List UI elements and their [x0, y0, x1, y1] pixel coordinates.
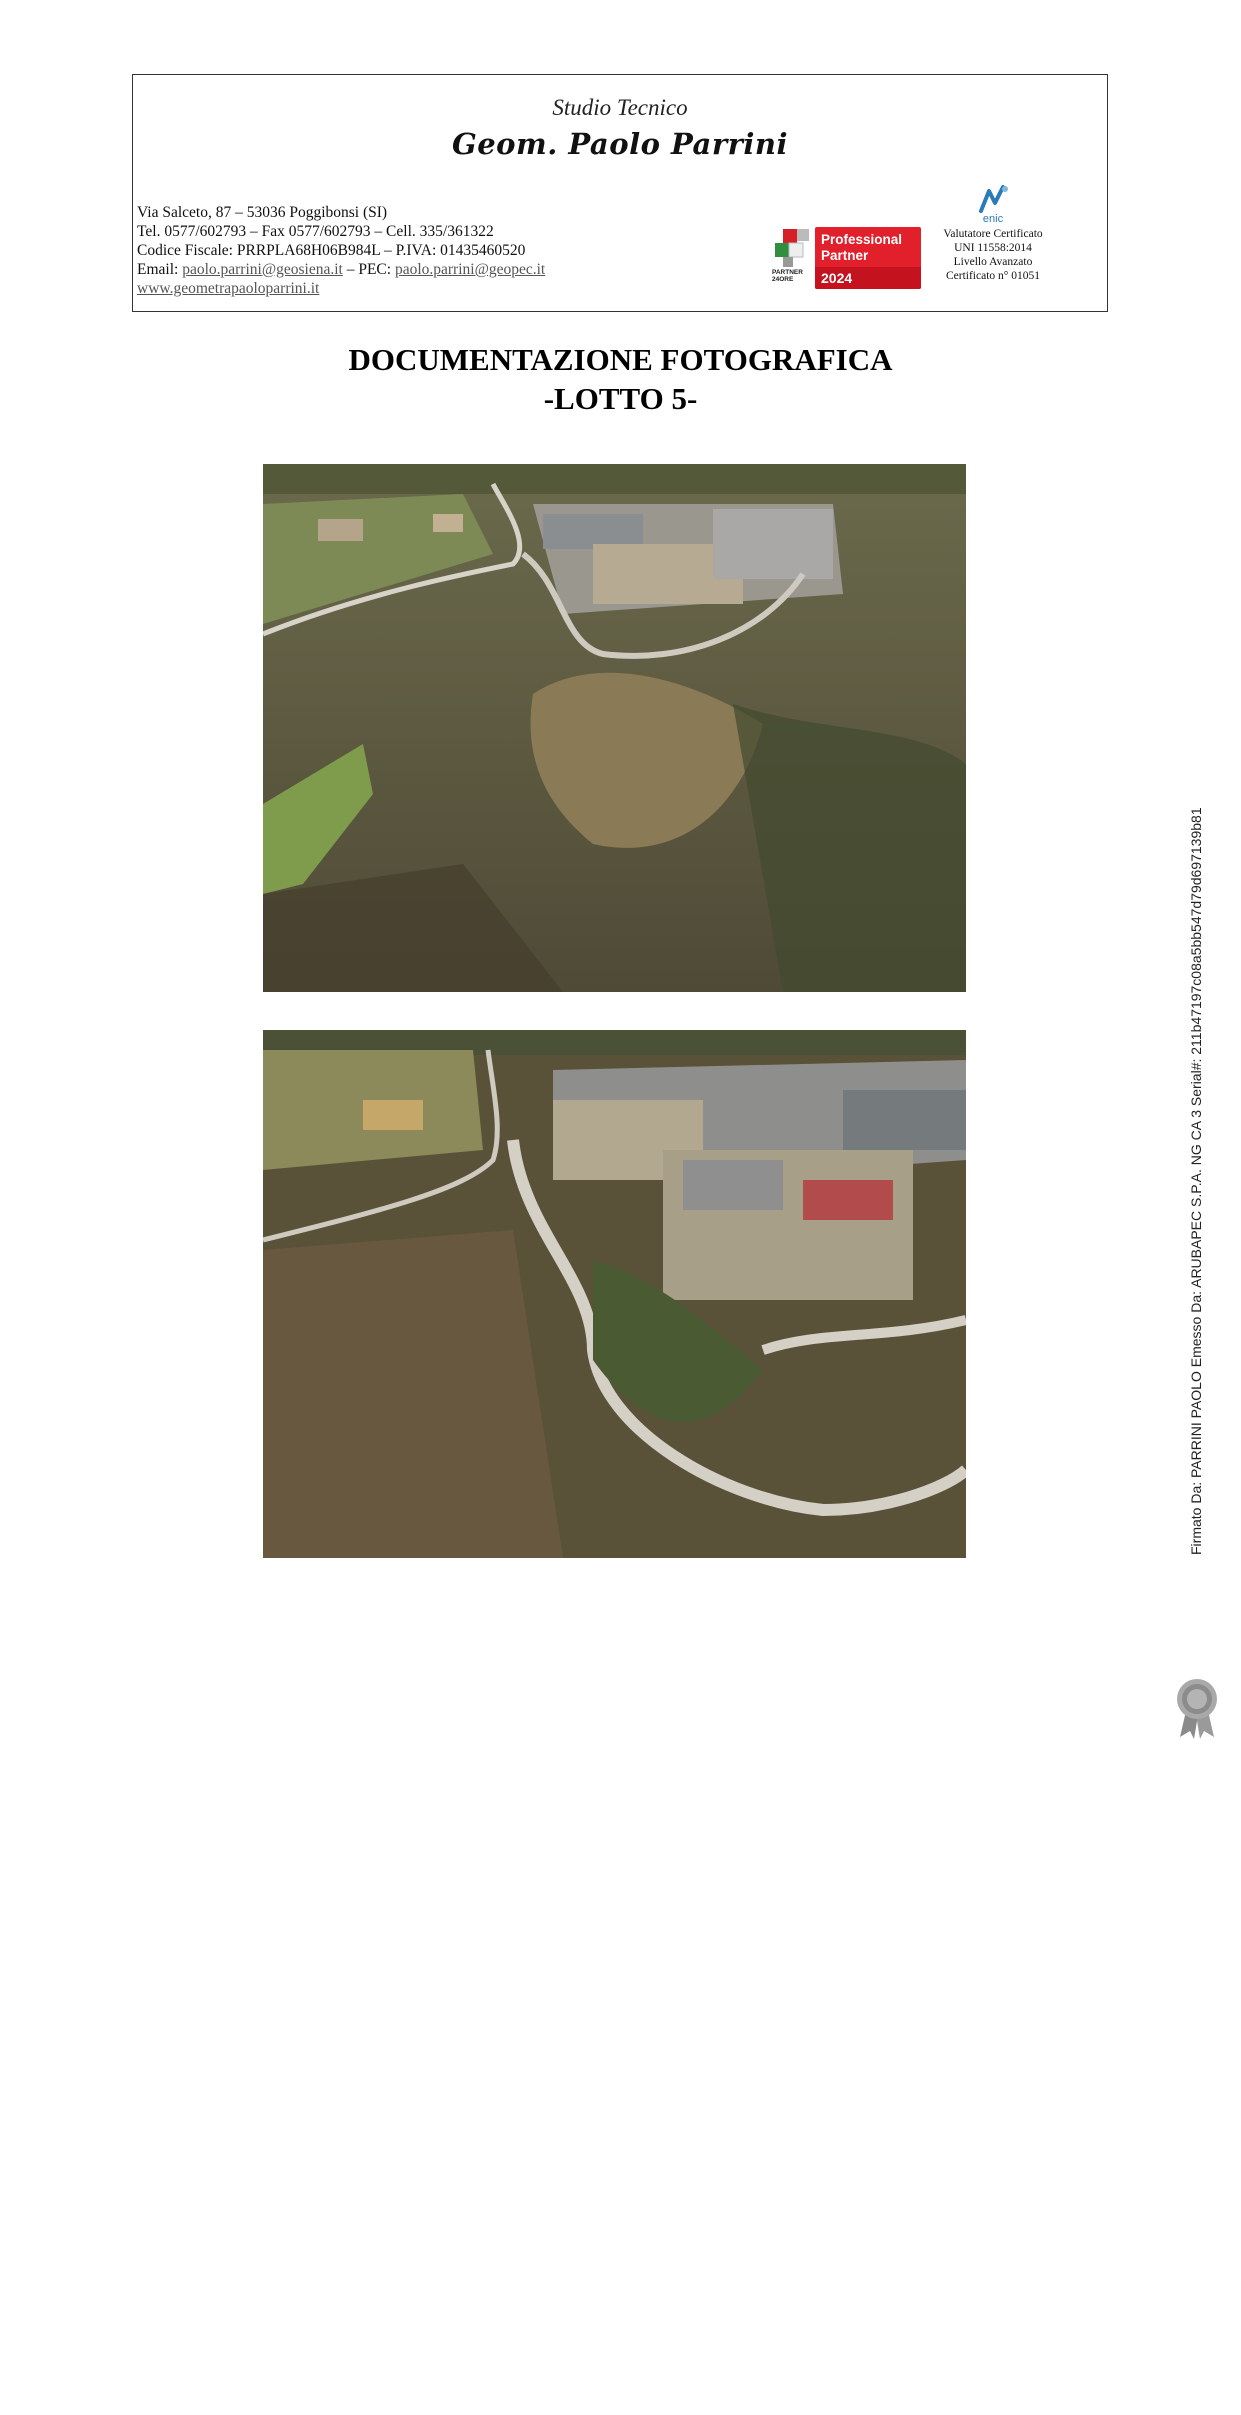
email-label: Email: [137, 261, 183, 278]
badge-line-2: Partner [821, 248, 869, 263]
enic-certification [923, 185, 1063, 305]
badge-year: 2024 [815, 267, 921, 289]
enic-cert-line-2: UNI 11558:2014 [954, 242, 1032, 254]
address-line: Via Salceto, 87 – 53036 Poggibonsi (SI) [137, 204, 388, 221]
website-link[interactable]: www.geometrapaoloparrini.it [137, 280, 320, 297]
enic-cert-line-1: Valutatore Certificato [943, 228, 1043, 240]
partner-mark-text-1: PARTNER [772, 269, 803, 276]
lot-title: -LOTTO 5- [543, 381, 698, 416]
partner-24ore-mark-icon [771, 227, 813, 289]
studio-label: Studio Tecnico [552, 95, 688, 120]
pec-label: – PEC: [342, 261, 395, 278]
email-line [137, 260, 545, 279]
aerial-photo-1 [263, 464, 966, 992]
phone-line: Tel. 0577/602793 – Fax 0577/602793 – Cell. 335/361322 [137, 223, 494, 240]
pec-link[interactable]: paolo.parrini@geopec.it [394, 261, 546, 278]
studio-name: Geom. Paolo Parrini [451, 127, 789, 161]
partner-mark-text-2: 24ORE [772, 276, 794, 283]
letterhead [132, 74, 1108, 312]
enic-name: enic [982, 213, 1004, 225]
partner-mark-text [772, 269, 812, 283]
badge-line-1: Professional [821, 232, 903, 247]
professional-partner-badge [815, 227, 921, 289]
enic-cert-line-4: Certificato n° 01051 [945, 270, 1041, 282]
partner-24ore-badge [771, 227, 921, 289]
tax-line: Codice Fiscale: PRRPLA68H06B984L – P.IVA: 01435460520 [137, 242, 526, 259]
website-line [137, 279, 545, 298]
enic-cert-text [923, 227, 1063, 283]
contact-block [137, 203, 545, 298]
enic-logo-icon [975, 185, 1011, 215]
seal-icon [1172, 1675, 1222, 1741]
document-title: DOCUMENTAZIONE FOTOGRAFICA [348, 342, 893, 377]
email-link[interactable]: paolo.parrini@geosiena.it [182, 261, 343, 278]
aerial-photo-2 [263, 1030, 966, 1558]
signature-text: Firmato Da: PARRINI PAOLO Emesso Da: ARUBAPEC S.P.A. NG CA 3 Serial#: 211b47197c08a5bb547d79d697139b81 [1188, 807, 1204, 1555]
enic-cert-line-3: Livello Avanzato [953, 256, 1033, 268]
